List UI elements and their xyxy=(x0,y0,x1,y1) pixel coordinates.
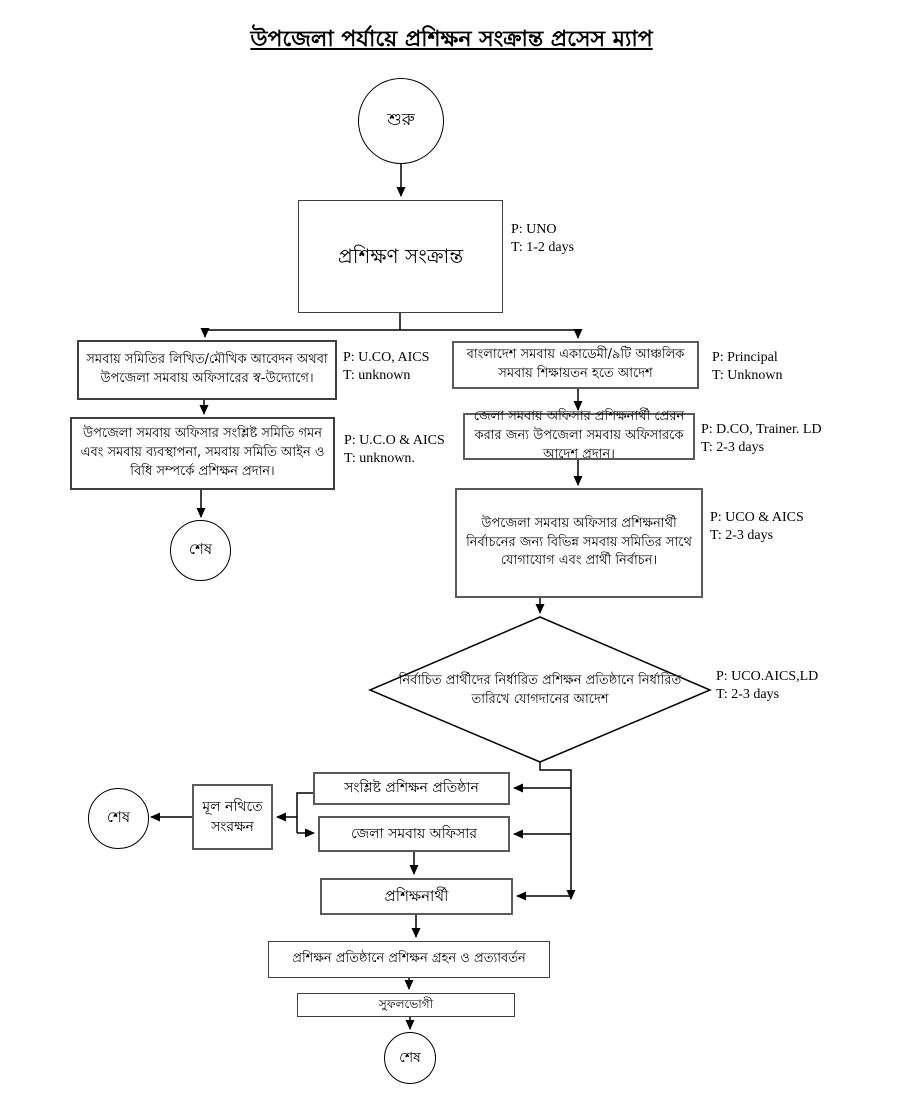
annotation-give-training-t: T: unknown. xyxy=(344,451,415,467)
final-end-node xyxy=(384,1032,436,1084)
district-officer-label: জেলা সমবায় অফিসার xyxy=(350,825,478,842)
beneficiary-label: সুফলভোগী xyxy=(378,997,434,1012)
connector-institute-bracket xyxy=(297,793,313,833)
annotation-academy-order-p: P: Principal xyxy=(712,350,778,365)
training-related-node xyxy=(298,200,503,313)
application-label: সমবায় সমিতির লিখিত/মৌখিক আবেদন অথবা উপজেলা সমবায় অফিসারের স্ব-উদ্যোগে। xyxy=(86,352,328,386)
annotation-decision-p: P: UCO.AICS,LD xyxy=(716,669,819,684)
main-file-label: মূল নথিতে সংরক্ষন xyxy=(202,798,263,835)
institute-label: সংশ্লিষ্ট প্রশিক্ষন প্রতিষ্ঠান xyxy=(344,780,479,797)
file-end-label: শেষ xyxy=(106,808,131,826)
annotation-district-order xyxy=(701,421,822,457)
trainee-node xyxy=(320,878,513,915)
annotation-application-t: T: unknown xyxy=(343,368,411,384)
annotation-candidate-selection xyxy=(710,509,804,545)
file-end-node xyxy=(88,788,149,849)
left-end-node xyxy=(170,520,231,581)
annotation-decision-t: T: 2-3 days xyxy=(716,687,780,703)
application-node xyxy=(77,340,337,400)
annotation-give-training-p: P: U.C.O & AICS xyxy=(344,433,445,448)
attend-return-node xyxy=(268,941,550,978)
annotation-training-p: P: UNO xyxy=(511,222,557,237)
annotation-training xyxy=(511,221,574,257)
start-node xyxy=(358,78,444,164)
district-order-label: জেলা সমবায় অফিসার প্রশিক্ষনার্থী প্রেরন করার জন্য উপজেলা সমবায় অফিসারকে আদেশ প্রদান। xyxy=(473,409,685,462)
decision-label: নির্বাচিত প্রার্থীদের নির্ধারিত প্রশিক্ষন প্রতিষ্ঠানে নির্ধারিত তারিখে যোগদানের আদেশ xyxy=(398,672,682,707)
final-end-label: শেষ xyxy=(399,1050,421,1066)
candidate-selection-label: উপজেলা সমবায় অফিসার প্রশিক্ষনার্থী নির্বাচনের জন্য বিভিন্ন সমবায় সমিতির সাথে যোগাযোগ এবং প্রার্থী নির্বাচন। xyxy=(466,515,692,569)
annotation-application-p: P: U.CO, AICS xyxy=(343,350,430,365)
give-training-label: উপজেলা সমবায় অফিসার সংশ্লিষ্ট সমিতি গমন এবং সমবায় ব্যবস্থাপনা, সমবায় সমিতি আইন ও বিধি সম্পর্কে প্রশিক্ষন প্রদান। xyxy=(80,426,325,479)
decision-node xyxy=(390,655,690,725)
connector-decision-rail xyxy=(540,762,571,899)
annotation-application xyxy=(343,349,429,385)
annotation-training-t: T: 1-2 days xyxy=(511,240,575,256)
page-title: উপজেলা পর্যায়ে প্রশিক্ষন সংক্রান্ত প্রসেস ম্যাপ xyxy=(250,27,653,52)
annotation-district-order-t: T: 2-3 days xyxy=(701,440,765,456)
district-order-node xyxy=(463,409,695,462)
attend-return-label: প্রশিক্ষন প্রতিষ্ঠানে প্রশিক্ষন গ্রহন ও প্রত্যাবর্তন xyxy=(292,951,526,967)
start-label: শুরু xyxy=(387,110,415,130)
district-officer-node xyxy=(318,816,510,852)
annotation-district-order-p: P: D.CO, Trainer. LD xyxy=(701,422,822,437)
candidate-selection-node xyxy=(455,488,703,598)
training-related-label: প্রশিক্ষণ সংক্রান্ত xyxy=(337,244,464,268)
annotation-give-training xyxy=(344,432,445,468)
academy-order-node xyxy=(452,341,699,389)
connector-training-split xyxy=(205,313,578,330)
annotation-academy-order xyxy=(712,349,782,385)
annotation-decision xyxy=(716,668,818,704)
annotation-candidate-selection-p: P: UCO & AICS xyxy=(710,510,804,525)
institute-node xyxy=(313,772,510,805)
trainee-label: প্রশিক্ষনার্থী xyxy=(384,886,449,905)
annotation-academy-order-t: T: Unknown xyxy=(712,368,783,384)
annotation-candidate-selection-t: T: 2-3 days xyxy=(710,528,774,544)
give-training-node xyxy=(70,417,335,490)
main-file-node xyxy=(192,784,273,850)
beneficiary-node xyxy=(297,993,515,1017)
left-end-label: শেষ xyxy=(188,540,213,558)
academy-order-label: বাংলাদেশ সমবায় একাডেমী/৯টি আঞ্চলিক সমবায় শিক্ষায়তন হতে আদেশ xyxy=(466,347,685,381)
